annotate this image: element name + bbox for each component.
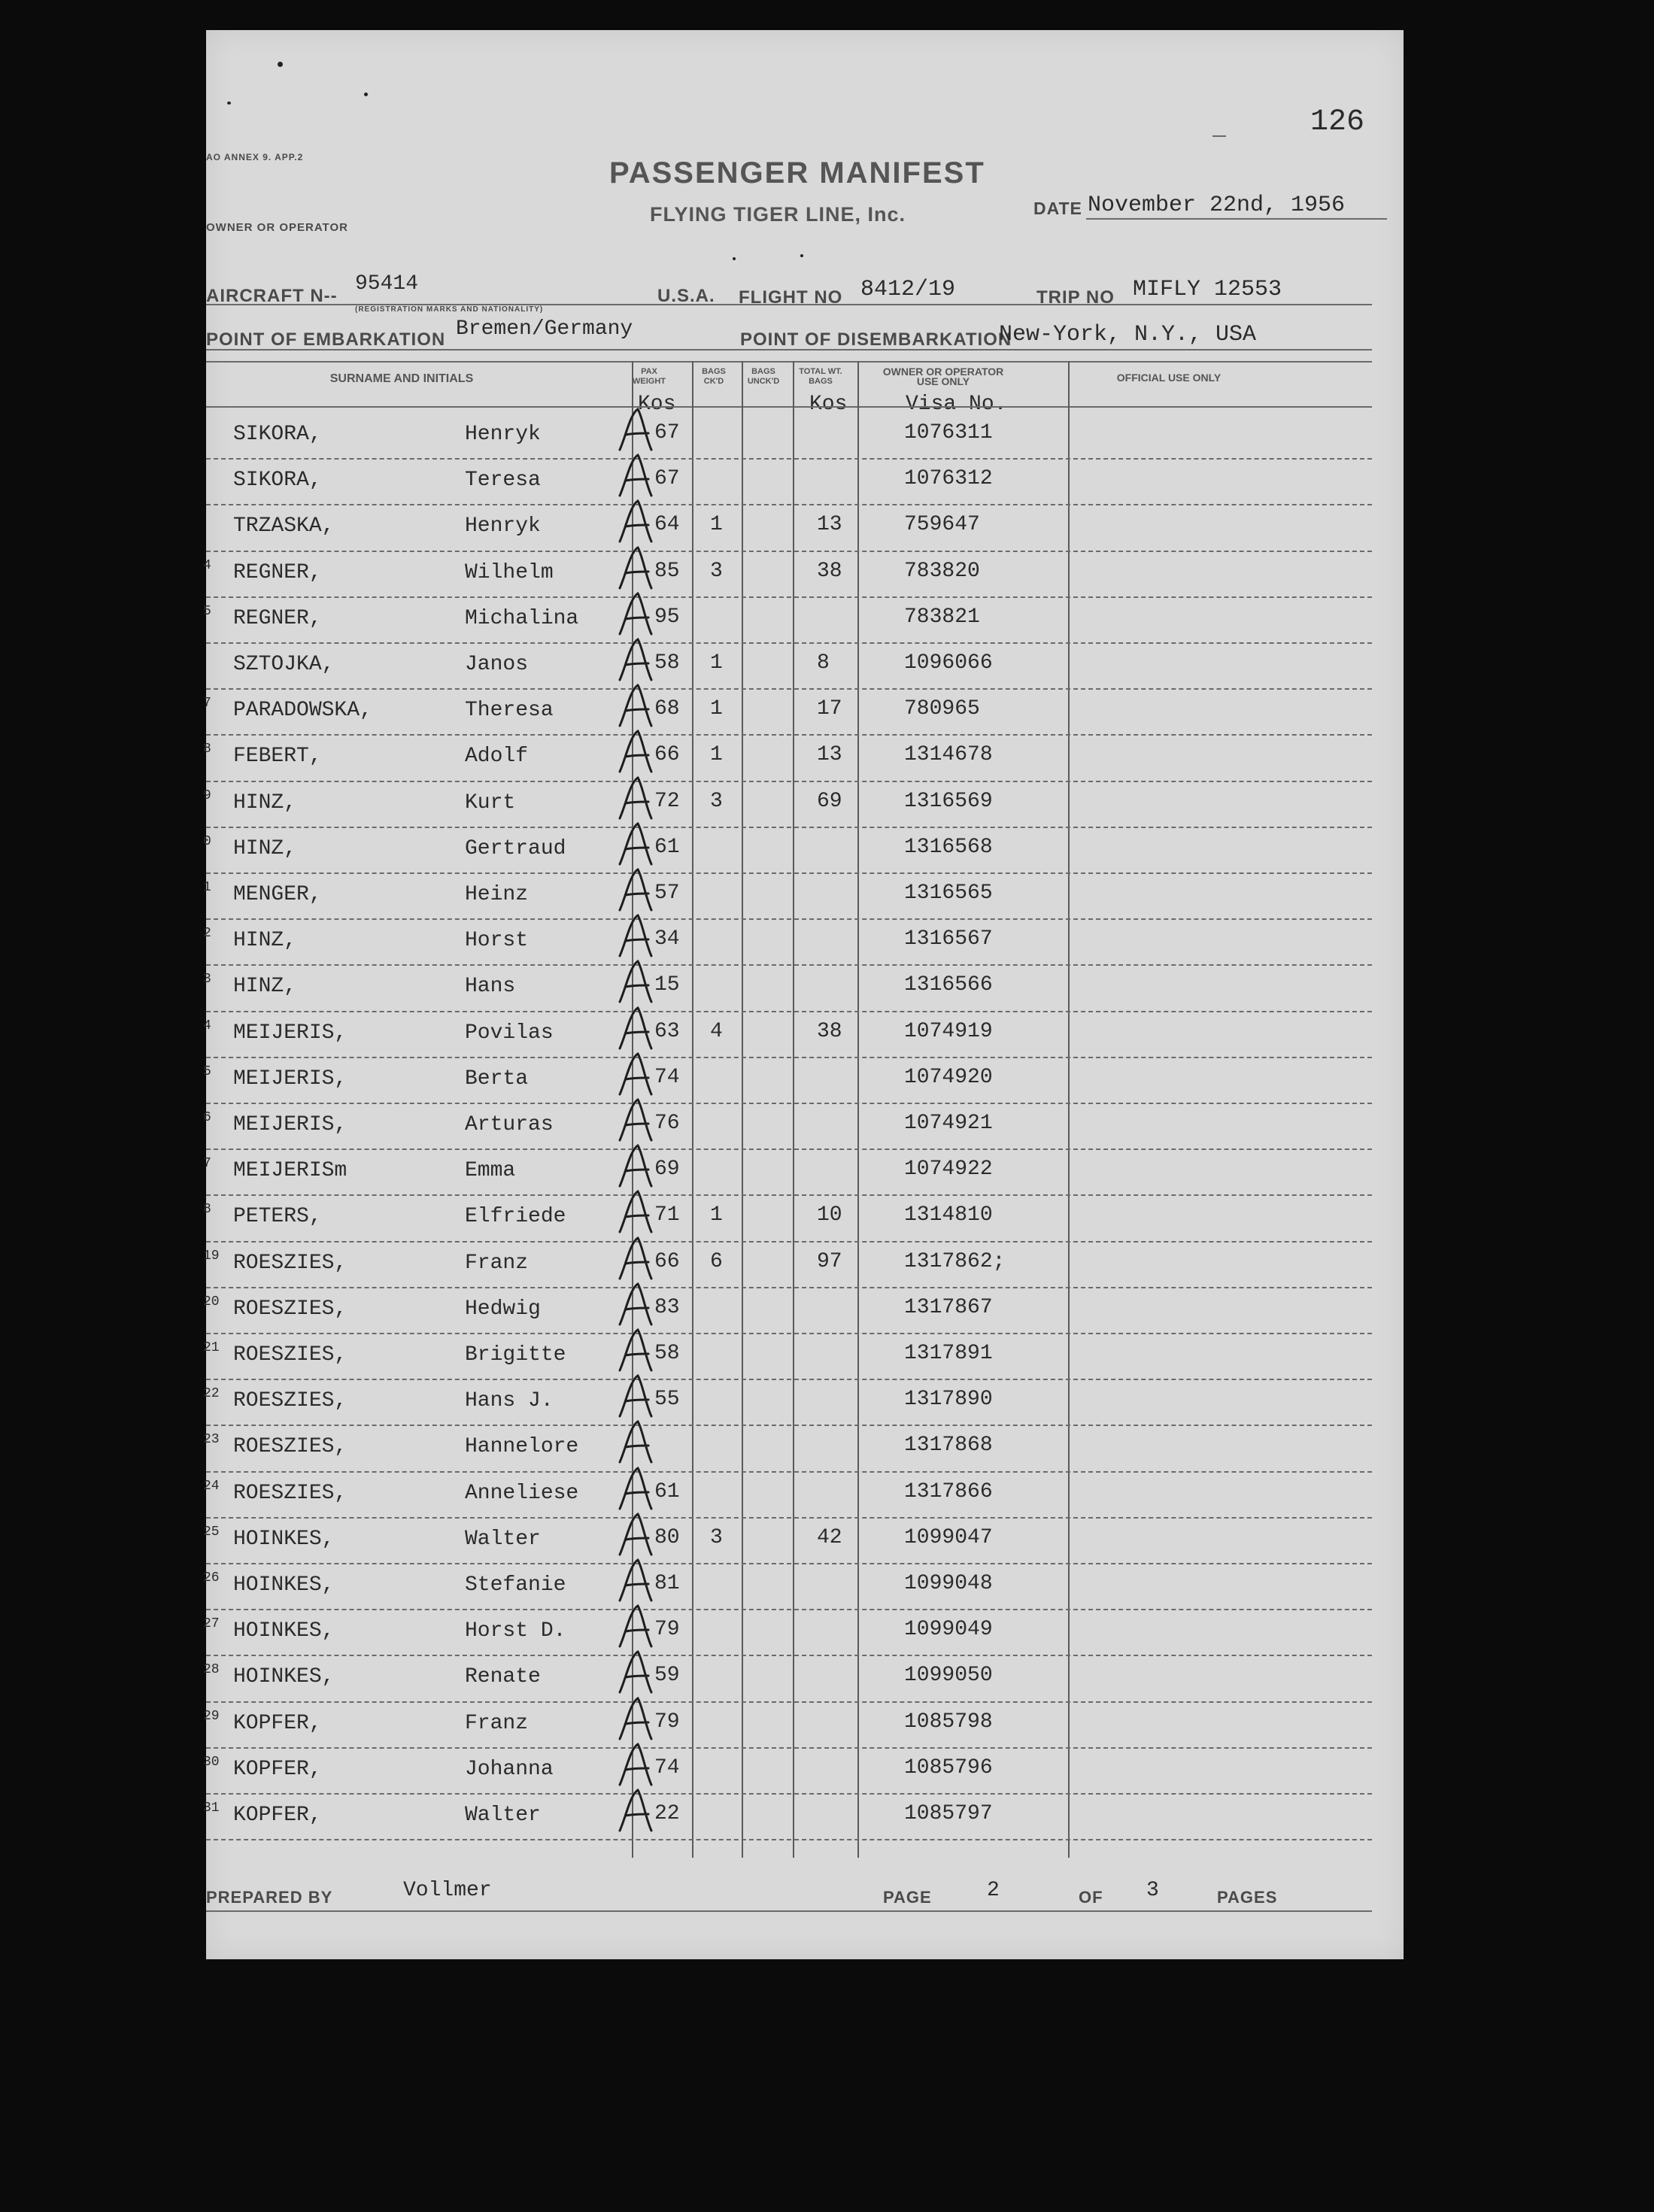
visa-number: 1085796	[904, 1755, 993, 1780]
visa-number: 1099049	[904, 1618, 993, 1642]
table-top-rule	[206, 361, 1372, 363]
table-row	[203, 598, 1372, 644]
handwritten-a-mark	[615, 1327, 659, 1373]
page-number: 126	[1310, 105, 1365, 139]
page-value: 2	[987, 1879, 1000, 1902]
row-number: 4	[203, 1018, 211, 1033]
footer-rule	[206, 1910, 1372, 1912]
row-number: 9	[203, 787, 211, 803]
handwritten-a-mark	[615, 1603, 659, 1649]
given-name: Stefanie	[465, 1573, 566, 1597]
row-number: 1	[203, 880, 211, 895]
document-subtitle: FLYING TIGER LINE, Inc.	[650, 203, 906, 226]
visa-number: 1074921	[904, 1112, 993, 1135]
document-title: PASSENGER MANIFEST	[609, 156, 985, 190]
handwritten-a-mark	[615, 682, 659, 729]
given-name: Janos	[465, 653, 529, 676]
given-name: Theresa	[465, 699, 554, 723]
given-name: Hannelore	[465, 1435, 579, 1459]
handwritten-a-mark	[615, 1188, 659, 1235]
total-bag-weight: 17	[817, 697, 842, 721]
visa-number: 1316569	[904, 789, 993, 813]
visa-number: 759647	[904, 513, 980, 537]
surname: KOPFER,	[233, 1804, 322, 1827]
total-bag-weight: 38	[817, 559, 842, 583]
given-name: Gertraud	[465, 836, 566, 860]
table-row	[203, 690, 1372, 736]
row-number: 22	[203, 1386, 220, 1402]
visa-number: 1096066	[904, 651, 993, 675]
handwritten-a-mark	[615, 1235, 659, 1282]
visa-number: 1317862;	[904, 1249, 1006, 1273]
bags-checked: 1	[710, 1203, 723, 1227]
given-name: Emma	[465, 1159, 516, 1183]
row-number: 3	[203, 972, 211, 988]
visa-number: 1076311	[904, 421, 993, 445]
row-number: 27	[203, 1616, 220, 1632]
table-row	[206, 505, 1372, 551]
row-number: 26	[203, 1570, 220, 1585]
pax-weight: 67	[654, 467, 680, 491]
table-row	[206, 460, 1372, 505]
given-name: Elfriede	[465, 1205, 566, 1229]
handwritten-a-mark	[615, 1557, 659, 1604]
handwritten-a-mark	[615, 1695, 659, 1742]
given-name: Hedwig	[465, 1297, 541, 1321]
given-name: Hans J.	[465, 1389, 554, 1413]
surname: ROESZIES,	[233, 1251, 347, 1275]
visa-number: 783820	[904, 559, 980, 583]
pax-weight: 79	[654, 1710, 680, 1734]
row-number: 29	[203, 1708, 220, 1724]
table-row	[203, 1519, 1372, 1564]
pax-weight: 61	[654, 1479, 680, 1503]
manifest-date: November 22nd, 1956	[1088, 193, 1346, 218]
bags-checked: 4	[710, 1019, 723, 1043]
surname: HINZ,	[233, 836, 297, 860]
pax-weight: 66	[654, 743, 680, 767]
visa-number: 1317890	[904, 1388, 993, 1412]
surname: PETERS,	[233, 1205, 322, 1229]
given-name: Teresa	[465, 469, 541, 493]
row-number: 5	[203, 1064, 211, 1079]
table-row	[203, 1058, 1372, 1104]
table-row	[203, 552, 1372, 598]
given-name: Horst D.	[465, 1619, 566, 1643]
handwritten-a-mark	[615, 406, 659, 453]
col-header-owner: OWNER OR OPERATOR USE ONLY	[882, 366, 1004, 387]
surname: HINZ,	[233, 790, 297, 815]
pax-weight: 57	[654, 881, 680, 905]
surname: SIKORA,	[233, 469, 322, 493]
surname: HOINKES,	[233, 1527, 335, 1551]
surname: ROESZIES,	[233, 1297, 347, 1321]
pax-weight: 55	[654, 1388, 680, 1412]
surname: HOINKES,	[233, 1573, 335, 1597]
handwritten-a-mark	[615, 636, 659, 683]
disembarkation-point: New-York, N.Y., USA	[999, 322, 1257, 347]
embarkation-point: Bremen/Germany	[456, 317, 633, 341]
manifest-page	[203, 30, 1404, 1959]
surname: SIKORA,	[233, 423, 322, 446]
given-name: Renate	[465, 1665, 541, 1689]
handwritten-a-mark	[615, 452, 659, 499]
pax-weight: 72	[654, 789, 680, 813]
country-label: U.S.A.	[657, 286, 715, 306]
table-row	[203, 966, 1372, 1012]
handwritten-a-mark	[615, 1649, 659, 1695]
scan-speck	[800, 254, 803, 257]
table-row	[206, 414, 1372, 460]
surname: ROESZIES,	[233, 1481, 347, 1505]
visa-number: 1316565	[904, 881, 993, 905]
visa-number: 780965	[904, 697, 980, 721]
handwritten-a-mark	[615, 1419, 659, 1465]
row-number: 8	[203, 742, 211, 757]
visa-number: 1099050	[904, 1664, 993, 1688]
registration-note: (REGISTRATION MARKS AND NATIONALITY)	[355, 305, 544, 314]
visa-number: 1074922	[904, 1158, 993, 1182]
surname: HOINKES,	[233, 1619, 335, 1643]
pax-weight: 76	[654, 1112, 680, 1135]
col-header-total-wt: TOTAL WT. BAGS	[799, 367, 842, 386]
given-name: Heinz	[465, 883, 529, 906]
given-name: Kurt	[465, 790, 516, 815]
visa-header: Visa No.	[906, 393, 1007, 416]
pax-weight: 71	[654, 1203, 680, 1227]
date-underline	[1086, 218, 1387, 220]
scan-speck	[733, 257, 736, 260]
row-number: 0	[203, 833, 211, 849]
aircraft-label: AIRCRAFT N--	[206, 286, 338, 306]
handwritten-a-mark	[615, 1787, 659, 1834]
visa-number: 1317868	[904, 1434, 993, 1458]
table-row	[203, 828, 1372, 874]
visa-number: 1314810	[904, 1203, 993, 1227]
embarkation-label: POINT OF EMBARKATION	[206, 329, 446, 350]
visa-number: 1317867	[904, 1295, 993, 1319]
table-row	[203, 1656, 1372, 1702]
visa-number: 783821	[904, 605, 980, 629]
pax-weight: 63	[654, 1019, 680, 1043]
pax-weight: 67	[654, 421, 680, 445]
table-row	[203, 782, 1372, 828]
scan-speck	[364, 93, 368, 96]
total-bag-weight: 8	[817, 651, 830, 675]
surname: HOINKES,	[233, 1665, 335, 1689]
bags-checked: 3	[710, 789, 723, 813]
handwritten-a-mark	[615, 1005, 659, 1051]
row-number: 7	[203, 1156, 211, 1172]
row-number: 24	[203, 1478, 220, 1494]
row-number: 4	[203, 557, 211, 573]
handwritten-a-mark	[615, 1281, 659, 1328]
pages-label: PAGES	[1217, 1888, 1278, 1907]
table-row	[203, 1610, 1372, 1656]
handwritten-a-mark	[615, 728, 659, 775]
surname: PARADOWSKA,	[233, 699, 372, 723]
given-name: Horst	[465, 929, 529, 953]
total-bag-weight: 69	[817, 789, 842, 813]
handwritten-a-mark	[615, 498, 659, 545]
table-row	[203, 1104, 1372, 1150]
visa-number: 1317891	[904, 1342, 993, 1365]
table-row	[203, 1426, 1372, 1472]
row-number: 19	[203, 1248, 220, 1264]
row-number: 28	[203, 1662, 220, 1678]
surname: SZTOJKA,	[233, 653, 335, 676]
of-value: 3	[1146, 1879, 1159, 1902]
given-name: Franz	[465, 1711, 529, 1735]
given-name: Berta	[465, 1067, 529, 1091]
table-row	[203, 1288, 1372, 1334]
trip-label: TRIP NO	[1036, 287, 1115, 308]
row-number: 21	[203, 1340, 220, 1355]
owner-operator-label: OWNER OR OPERATOR	[206, 221, 348, 234]
bags-checked: 3	[710, 1525, 723, 1549]
table-row	[203, 1012, 1372, 1058]
table-row	[206, 644, 1372, 690]
aircraft-number: 95414	[355, 272, 419, 296]
given-name: Hans	[465, 975, 516, 999]
row-number: 20	[203, 1294, 220, 1309]
table-row	[203, 1473, 1372, 1519]
page-label: PAGE	[883, 1888, 932, 1907]
surname: REGNER,	[233, 560, 322, 584]
visa-number: 1099047	[904, 1525, 993, 1549]
surname: REGNER,	[233, 606, 322, 630]
bags-checked: 1	[710, 513, 723, 537]
pax-weight: 69	[654, 1158, 680, 1182]
flight-label: FLIGHT NO	[739, 287, 843, 308]
visa-number: 1085798	[904, 1710, 993, 1734]
table-row	[203, 1334, 1372, 1380]
surname: MEIJERISm	[233, 1159, 347, 1183]
total-bag-weight: 42	[817, 1525, 842, 1549]
handwritten-a-mark	[615, 912, 659, 959]
handwritten-a-mark	[615, 958, 659, 1005]
visa-number: 1316567	[904, 927, 993, 951]
total-bag-weight: 97	[817, 1249, 842, 1273]
pax-weight: 59	[654, 1664, 680, 1688]
row-number: 23	[203, 1432, 220, 1448]
given-name: Povilas	[465, 1021, 554, 1045]
pax-weight: 34	[654, 927, 680, 951]
row-number: 7	[203, 696, 211, 712]
of-label: OF	[1079, 1888, 1103, 1907]
mark	[1212, 135, 1226, 137]
total-bag-weight: 10	[817, 1203, 842, 1227]
visa-number: 1314678	[904, 743, 993, 767]
disembarkation-label: POINT OF DISEMBARKATION	[740, 329, 1012, 350]
table-row	[203, 1749, 1372, 1795]
pax-weight: 85	[654, 559, 680, 583]
given-name: Anneliese	[465, 1481, 579, 1505]
bags-checked: 3	[710, 559, 723, 583]
bags-checked: 1	[710, 743, 723, 767]
handwritten-a-mark	[615, 1142, 659, 1189]
surname: ROESZIES,	[233, 1435, 347, 1459]
handwritten-a-mark	[615, 1051, 659, 1097]
surname: MEIJERIS,	[233, 1113, 347, 1136]
pax-weight: 58	[654, 651, 680, 675]
weight-unit: Kos	[638, 393, 676, 416]
handwritten-a-mark	[615, 1097, 659, 1143]
visa-number: 1074919	[904, 1019, 993, 1043]
handwritten-a-mark	[615, 1373, 659, 1419]
given-name: Wilhelm	[465, 560, 554, 584]
surname: KOPFER,	[233, 1757, 322, 1781]
prepared-by-name: Vollmer	[403, 1879, 492, 1902]
pax-weight: 61	[654, 835, 680, 859]
handwritten-a-mark	[615, 821, 659, 867]
row-rule	[206, 1839, 1372, 1840]
table-row	[203, 1243, 1372, 1288]
prepared-by-label: PREPARED BY	[206, 1888, 333, 1907]
surname: FEBERT,	[233, 745, 322, 769]
given-name: Brigitte	[465, 1343, 566, 1367]
given-name: Henryk	[465, 514, 541, 539]
table-row	[203, 736, 1372, 781]
date-label: DATE	[1033, 199, 1082, 218]
total-bag-weight: 13	[817, 743, 842, 767]
handwritten-a-mark	[615, 1511, 659, 1558]
surname: TRZASKA,	[233, 514, 335, 539]
surname: MEIJERIS,	[233, 1021, 347, 1045]
surname: KOPFER,	[233, 1711, 322, 1735]
handwritten-a-mark	[615, 866, 659, 913]
table-row	[203, 874, 1372, 920]
pax-weight: 74	[654, 1755, 680, 1780]
surname: HINZ,	[233, 929, 297, 953]
pax-weight: 74	[654, 1065, 680, 1089]
flight-number: 8412/19	[860, 277, 956, 302]
visa-number: 1074920	[904, 1065, 993, 1089]
pax-weight: 95	[654, 605, 680, 629]
pax-weight: 58	[654, 1342, 680, 1365]
row-number: 30	[203, 1754, 220, 1770]
col-header-pax-weight: PAX WEIGHT	[633, 367, 666, 386]
form-reference: AO ANNEX 9. APP.2	[206, 152, 304, 162]
given-name: Johanna	[465, 1757, 554, 1781]
pax-weight: 83	[654, 1295, 680, 1319]
table-row	[203, 1196, 1372, 1242]
visa-number: 1085797	[904, 1802, 993, 1825]
table-row	[203, 1564, 1372, 1610]
table-header-rule	[206, 406, 1372, 408]
row-number: 31	[203, 1801, 220, 1816]
total-bag-weight: 13	[817, 513, 842, 537]
row-number: 8	[203, 1202, 211, 1218]
visa-number: 1316566	[904, 973, 993, 997]
row-number: 6	[203, 1110, 211, 1125]
given-name: Michalina	[465, 606, 579, 630]
table-row	[203, 1380, 1372, 1426]
scan-speck	[278, 62, 283, 67]
pax-weight: 79	[654, 1618, 680, 1642]
col-header-name: SURNAME AND INITIALS	[329, 372, 474, 385]
col-header-bags-unckd: BAGS UNCK'D	[747, 367, 780, 386]
surname: HINZ,	[233, 975, 297, 999]
row-number: 25	[203, 1524, 220, 1540]
bags-checked: 1	[710, 697, 723, 721]
visa-number: 1317866	[904, 1479, 993, 1503]
given-name: Arturas	[465, 1113, 554, 1136]
handwritten-a-mark	[615, 1465, 659, 1512]
surname: MEIJERIS,	[233, 1067, 347, 1091]
col-header-bags-ckd: BAGS CK'D	[702, 367, 726, 386]
given-name: Walter	[465, 1804, 541, 1827]
trip-number: MIFLY 12553	[1133, 277, 1282, 302]
pax-weight: 80	[654, 1525, 680, 1549]
visa-number: 1076312	[904, 467, 993, 491]
surname: ROESZIES,	[233, 1343, 347, 1367]
table-row	[203, 1150, 1372, 1196]
given-name: Walter	[465, 1527, 541, 1551]
handwritten-a-mark	[615, 775, 659, 821]
handwritten-a-mark	[615, 590, 659, 637]
visa-number: 1316568	[904, 835, 993, 859]
surname: ROESZIES,	[233, 1389, 347, 1413]
pax-weight: 68	[654, 697, 680, 721]
row-number: 5	[203, 603, 211, 619]
handwritten-a-mark	[615, 1741, 659, 1788]
col-header-official: OFFICIAL USE ONLY	[1116, 372, 1222, 384]
handwritten-a-mark	[615, 545, 659, 591]
pax-weight: 81	[654, 1572, 680, 1595]
bags-unit: Kos	[809, 393, 848, 416]
pax-weight: 66	[654, 1249, 680, 1273]
table-row	[203, 1795, 1372, 1840]
aircraft-underline	[206, 304, 1372, 305]
table-row	[203, 920, 1372, 966]
surname: MENGER,	[233, 883, 322, 906]
bags-checked: 6	[710, 1249, 723, 1273]
table-row	[203, 1703, 1372, 1749]
bags-checked: 1	[710, 651, 723, 675]
pax-weight: 64	[654, 513, 680, 537]
embarkation-underline	[206, 349, 1372, 350]
total-bag-weight: 38	[817, 1019, 842, 1043]
visa-number: 1099048	[904, 1572, 993, 1595]
given-name: Franz	[465, 1251, 529, 1275]
scan-speck	[227, 102, 231, 105]
pax-weight: 22	[654, 1802, 680, 1825]
pax-weight: 15	[654, 973, 680, 997]
given-name: Henryk	[465, 423, 541, 446]
given-name: Adolf	[465, 745, 529, 769]
row-number: 2	[203, 926, 211, 942]
